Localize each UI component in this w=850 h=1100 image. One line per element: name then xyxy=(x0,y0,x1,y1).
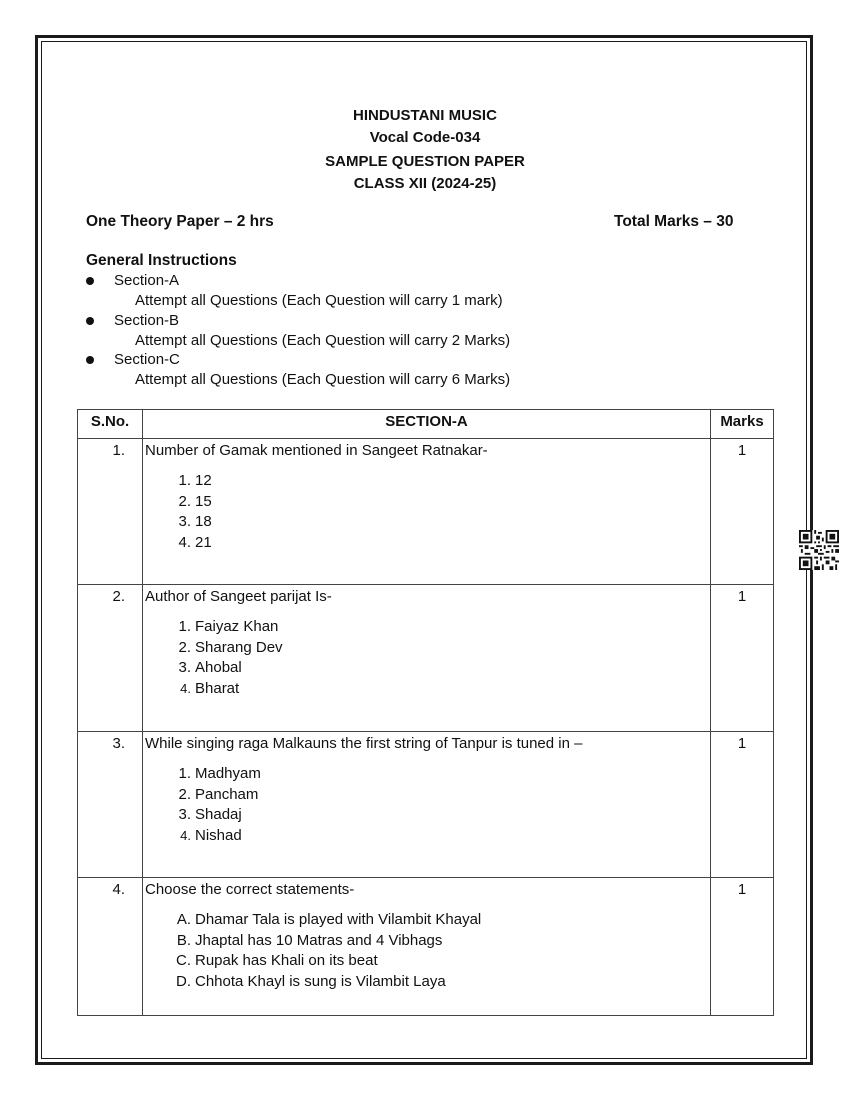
question-marks: 1 xyxy=(711,878,774,1016)
paper-title: SAMPLE QUESTION PAPER xyxy=(325,153,525,170)
option-label: 1. xyxy=(178,472,191,489)
section-header: SECTION-A xyxy=(143,410,711,439)
option-label: 4. xyxy=(180,680,191,696)
option-text: Faiyaz Khan xyxy=(195,618,279,635)
question-cell xyxy=(143,439,711,585)
question-cell xyxy=(143,585,711,732)
option-label: B. xyxy=(176,931,191,949)
instructions-title: General Instructions xyxy=(86,252,237,269)
option-text: Madhyam xyxy=(195,765,261,782)
table-header-row xyxy=(78,410,774,439)
qr-code-icon xyxy=(799,530,839,570)
instruction-section-b: Section-B xyxy=(114,312,180,329)
question-text: Choose the correct statements- xyxy=(145,881,355,898)
option-text: Jhaptal has 10 Matras and 4 Vibhags xyxy=(195,931,443,949)
option-list xyxy=(145,617,710,699)
question-marks: 1 xyxy=(711,732,774,878)
bullet-icon xyxy=(86,317,94,325)
question-marks: 1 xyxy=(711,585,774,732)
list-item xyxy=(145,658,710,679)
list-item xyxy=(145,972,710,993)
question-text: Number of Gamak mentioned in Sangeet Ratnakar- xyxy=(145,442,488,459)
instruction-detail-c: Attempt all Questions (Each Question will carry 6 Marks) xyxy=(135,371,511,388)
option-label: 4. xyxy=(178,533,191,551)
option-label: A. xyxy=(176,911,191,928)
bullet-icon xyxy=(86,277,94,285)
table-row xyxy=(78,878,774,1016)
option-text: 21 xyxy=(195,533,212,551)
list-item xyxy=(145,679,710,700)
list-item xyxy=(145,512,710,533)
table-row xyxy=(78,585,774,732)
list-item xyxy=(145,785,710,806)
option-text: Shadaj xyxy=(195,806,242,823)
option-label: 1. xyxy=(178,618,191,635)
question-text: Author of Sangeet parijat Is- xyxy=(145,588,332,605)
question-number: 4. xyxy=(78,878,143,1016)
list-item xyxy=(145,951,710,972)
option-text: Pancham xyxy=(195,785,259,803)
option-label: 2. xyxy=(178,492,191,510)
instruction-section-a: Section-A xyxy=(114,272,180,289)
subject-code: Vocal Code-034 xyxy=(369,129,481,146)
bullet-icon xyxy=(86,356,94,364)
class-label: CLASS XII (2024-25) xyxy=(353,175,497,192)
question-cell xyxy=(143,732,711,878)
option-label: 2. xyxy=(178,638,191,656)
instruction-detail-b: Attempt all Questions (Each Question will carry 2 Marks) xyxy=(135,332,511,349)
option-text: Ahobal xyxy=(195,659,242,676)
marks-header: Marks xyxy=(711,410,774,439)
list-item xyxy=(145,638,710,659)
option-text: 15 xyxy=(195,492,212,510)
option-label: D. xyxy=(176,972,191,990)
question-number: 1. xyxy=(78,439,143,585)
option-label: 2. xyxy=(178,785,191,803)
question-number: 2. xyxy=(78,585,143,732)
option-list xyxy=(145,764,710,846)
subject-title: HINDUSTANI MUSIC xyxy=(353,107,497,124)
question-number: 3. xyxy=(78,732,143,878)
list-item xyxy=(145,931,710,952)
question-marks: 1 xyxy=(711,439,774,585)
list-item xyxy=(145,826,710,847)
list-item xyxy=(145,764,710,785)
instruction-section-c: Section-C xyxy=(114,351,180,368)
question-table xyxy=(77,409,774,1016)
option-label: 1. xyxy=(178,765,191,782)
list-item xyxy=(145,492,710,513)
list-item xyxy=(145,910,710,931)
instruction-detail-a: Attempt all Questions (Each Question will carry 1 mark) xyxy=(135,292,503,309)
option-text: Nishad xyxy=(195,826,242,844)
option-text: Rupak has Khali on its beat xyxy=(195,952,378,969)
option-text: Dhamar Tala is played with Vilambit Khayal xyxy=(195,911,482,928)
total-marks: Total Marks – 30 xyxy=(614,213,734,230)
option-label: 4. xyxy=(180,827,191,843)
paper-duration: One Theory Paper – 2 hrs xyxy=(86,213,274,230)
option-text: Sharang Dev xyxy=(195,638,283,656)
list-item xyxy=(145,471,710,492)
option-label: C. xyxy=(176,952,191,969)
table-row xyxy=(78,732,774,878)
question-cell xyxy=(143,878,711,1016)
option-list xyxy=(145,471,710,553)
sno-header: S.No. xyxy=(78,410,143,439)
list-item xyxy=(145,533,710,554)
option-label: 3. xyxy=(178,513,191,530)
question-text: While singing raga Malkauns the first string of Tanpur is tuned in – xyxy=(145,735,583,752)
list-item xyxy=(145,805,710,826)
option-text: 12 xyxy=(195,472,212,489)
list-item xyxy=(145,617,710,638)
option-text: Bharat xyxy=(195,679,240,697)
option-label: 3. xyxy=(178,806,191,823)
option-list xyxy=(145,910,710,992)
option-label: 3. xyxy=(178,659,191,676)
option-text: 18 xyxy=(195,513,212,530)
option-text: Chhota Khayl is sung is Vilambit Laya xyxy=(195,972,446,990)
table-row xyxy=(78,439,774,585)
